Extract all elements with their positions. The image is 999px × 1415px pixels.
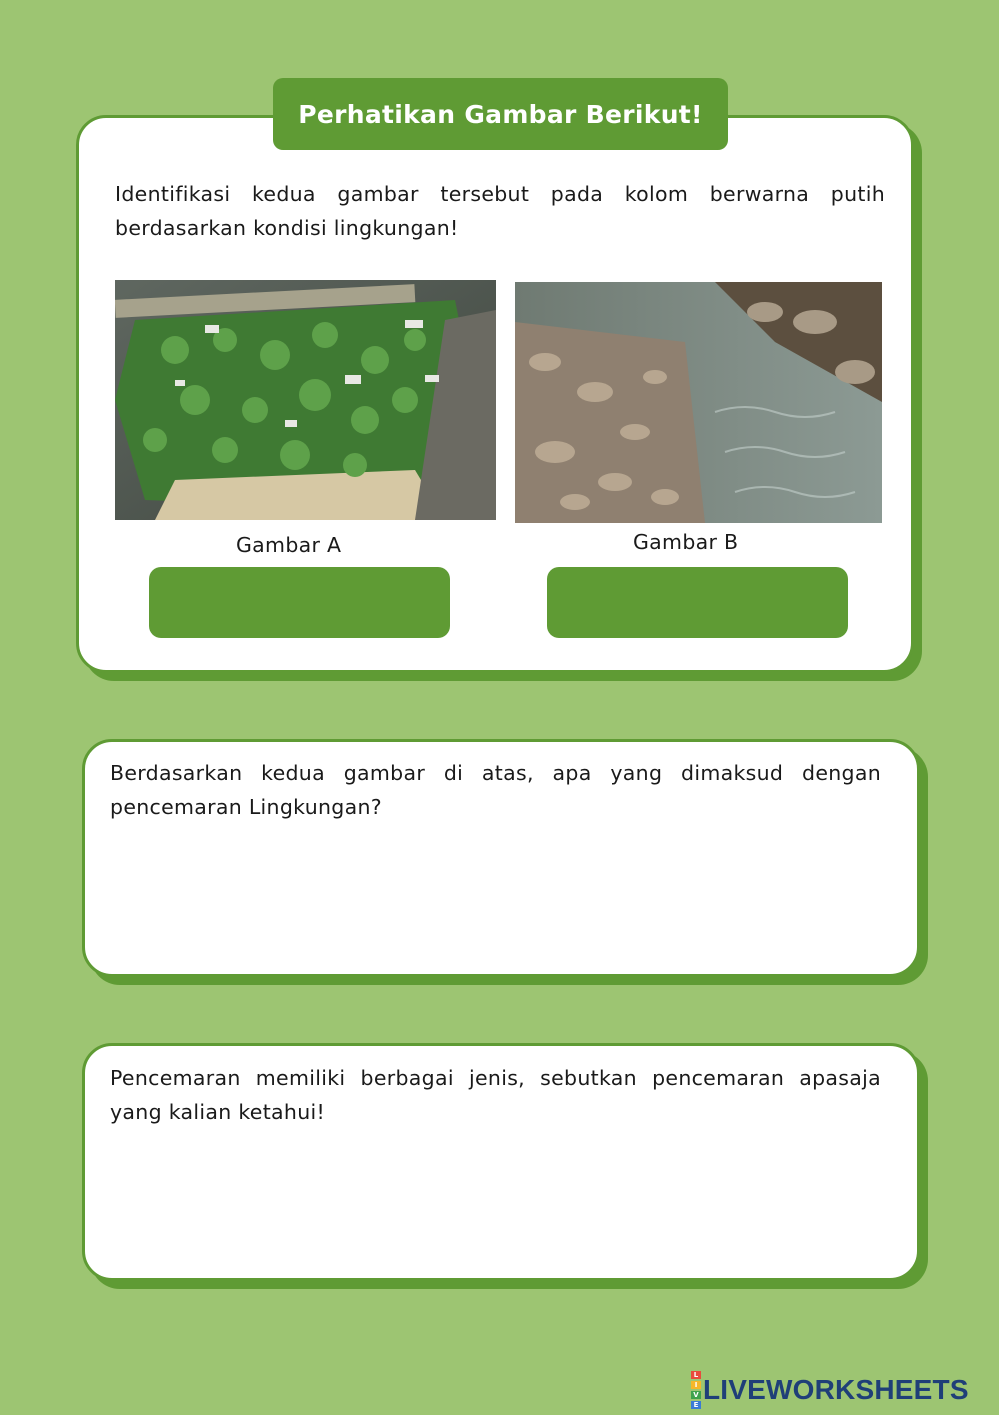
liveworksheets-icon: L I V E [691,1370,701,1410]
gambar-a-photo [115,280,496,520]
brand-name: LIVEWORKSHEETS [703,1374,969,1405]
instruction-text: Identifikasi kedua gambar tersebut pada kolom berwarna putih berdasarkan kondisi lingkungan! [115,182,885,240]
question-2-text: Pencemaran memiliki berbagai jenis, sebutkan pencemaran apasaja yang kalian ketahui! [110,1066,881,1124]
gambar-b-caption: Gambar B [633,530,739,554]
gambar-b-photo [515,282,882,523]
gambar-b-answer-field[interactable] [547,567,848,638]
section-title: Perhatikan Gambar Berikut! [273,78,728,150]
liveworksheets-logo [691,1373,969,1407]
gambar-a-caption: Gambar A [236,533,342,557]
clean-stream-icon [515,282,882,523]
polluted-water-icon [115,280,496,520]
gambar-a-answer-field[interactable] [149,567,450,638]
question-1-text: Berdasarkan kedua gambar di atas, apa yang dimaksud dengan pencemaran Lingkungan? [110,761,881,819]
